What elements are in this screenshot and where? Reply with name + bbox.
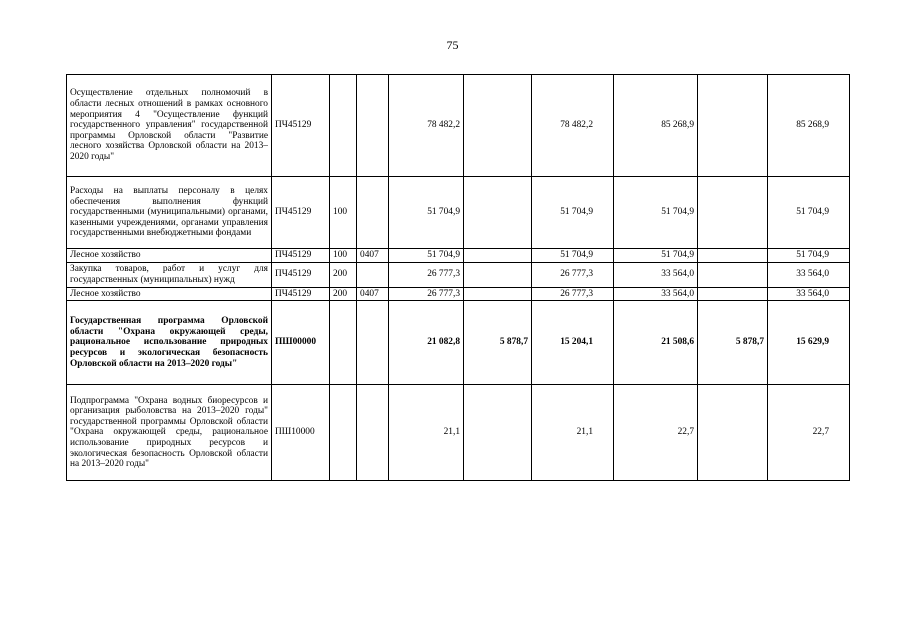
section-code (357, 385, 389, 481)
amount-regional-2: 51 704,9 (768, 249, 850, 263)
amount-regional-2: 85 268,9 (768, 75, 850, 177)
amount-regional-1: 26 777,3 (532, 287, 614, 301)
amount-total-1: 78 482,2 (389, 75, 464, 177)
section-code (357, 301, 389, 385)
amount-federal-1 (464, 177, 532, 249)
target-article-code: ПЧ45129 (272, 177, 330, 249)
amount-total-1: 51 704,9 (389, 177, 464, 249)
target-article-code: ПШ10000 (272, 385, 330, 481)
table-row (67, 177, 850, 249)
expense-type-code (330, 301, 357, 385)
amount-regional-2: 33 564,0 (768, 287, 850, 301)
amount-regional-2: 15 629,9 (768, 301, 850, 385)
amount-federal-2 (698, 385, 768, 481)
amount-total-1: 51 704,9 (389, 249, 464, 263)
table-row (67, 287, 850, 301)
amount-total-2: 33 564,0 (614, 287, 698, 301)
target-article-code: ПЧ45129 (272, 75, 330, 177)
row-description: Осуществление отдельных полномочий в области лесных отношений в рамках основного мероприятия 4 "Осуществление функций государственного управления" государственной программы Орловской области "Развитие лесного хозяйства Орловской области на 2013–2020 годы" (67, 75, 272, 177)
expense-type-code: 200 (330, 287, 357, 301)
amount-federal-2: 5 878,7 (698, 301, 768, 385)
expense-type-code: 100 (330, 177, 357, 249)
target-article-code: ПШ00000 (272, 301, 330, 385)
amount-total-2: 33 564,0 (614, 262, 698, 287)
budget-table (66, 74, 850, 481)
amount-federal-1 (464, 262, 532, 287)
expense-type-code: 200 (330, 262, 357, 287)
page-number: 75 (446, 38, 459, 52)
amount-total-2: 22,7 (614, 385, 698, 481)
section-code: 0407 (357, 287, 389, 301)
amount-regional-1: 51 704,9 (532, 249, 614, 263)
amount-federal-2 (698, 287, 768, 301)
amount-federal-2 (698, 249, 768, 263)
amount-federal-1 (464, 249, 532, 263)
row-description: Государственная программа Орловской области "Охрана окружающей среды, рациональное использование природных ресурсов и экологическая безопасность Орловской области на 2013–2020 годы" (67, 301, 272, 385)
target-article-code: ПЧ45129 (272, 262, 330, 287)
amount-federal-1 (464, 75, 532, 177)
amount-federal-2 (698, 177, 768, 249)
amount-total-1: 26 777,3 (389, 287, 464, 301)
amount-regional-2: 33 564,0 (768, 262, 850, 287)
amount-regional-1: 26 777,3 (532, 262, 614, 287)
row-description: Подпрограмма "Охрана водных биоресурсов и организация рыболовства на 2013–2020 годы" государственной программы Орловской области "Охрана окружающей среды, рациональное использование природных ресурсов и экологическая безопасность Орловской области на 2013–2020 годы" (67, 385, 272, 481)
section-code (357, 262, 389, 287)
amount-regional-2: 22,7 (768, 385, 850, 481)
amount-regional-1: 15 204,1 (532, 301, 614, 385)
expense-type-code (330, 385, 357, 481)
amount-federal-2 (698, 262, 768, 287)
amount-regional-1: 78 482,2 (532, 75, 614, 177)
amount-regional-1: 21,1 (532, 385, 614, 481)
table-row (67, 262, 850, 287)
amount-regional-2: 51 704,9 (768, 177, 850, 249)
amount-federal-1: 5 878,7 (464, 301, 532, 385)
target-article-code: ПЧ45129 (272, 249, 330, 263)
table-row (67, 249, 850, 263)
amount-total-2: 51 704,9 (614, 177, 698, 249)
amount-regional-1: 51 704,9 (532, 177, 614, 249)
amount-total-1: 21 082,8 (389, 301, 464, 385)
amount-total-2: 21 508,6 (614, 301, 698, 385)
amount-federal-1 (464, 287, 532, 301)
row-description: Лесное хозяйство (67, 287, 272, 301)
amount-total-2: 85 268,9 (614, 75, 698, 177)
expense-type-code: 100 (330, 249, 357, 263)
amount-federal-1 (464, 385, 532, 481)
amount-federal-2 (698, 75, 768, 177)
row-description: Закупка товаров, работ и услуг для государственных (муниципальных) нужд (67, 262, 272, 287)
target-article-code: ПЧ45129 (272, 287, 330, 301)
table-row (67, 75, 850, 177)
section-code (357, 177, 389, 249)
row-description: Лесное хозяйство (67, 249, 272, 263)
amount-total-1: 26 777,3 (389, 262, 464, 287)
amount-total-1: 21,1 (389, 385, 464, 481)
table-row (67, 301, 850, 385)
row-description: Расходы на выплаты персоналу в целях обеспечения выполнения функций государственными (муниципальными) органами, казенными учреждениями, органами управления государственными внебюджетными фондами (67, 177, 272, 249)
section-code (357, 75, 389, 177)
table-body (67, 75, 850, 481)
section-code: 0407 (357, 249, 389, 263)
table-row (67, 385, 850, 481)
expense-type-code (330, 75, 357, 177)
amount-total-2: 51 704,9 (614, 249, 698, 263)
